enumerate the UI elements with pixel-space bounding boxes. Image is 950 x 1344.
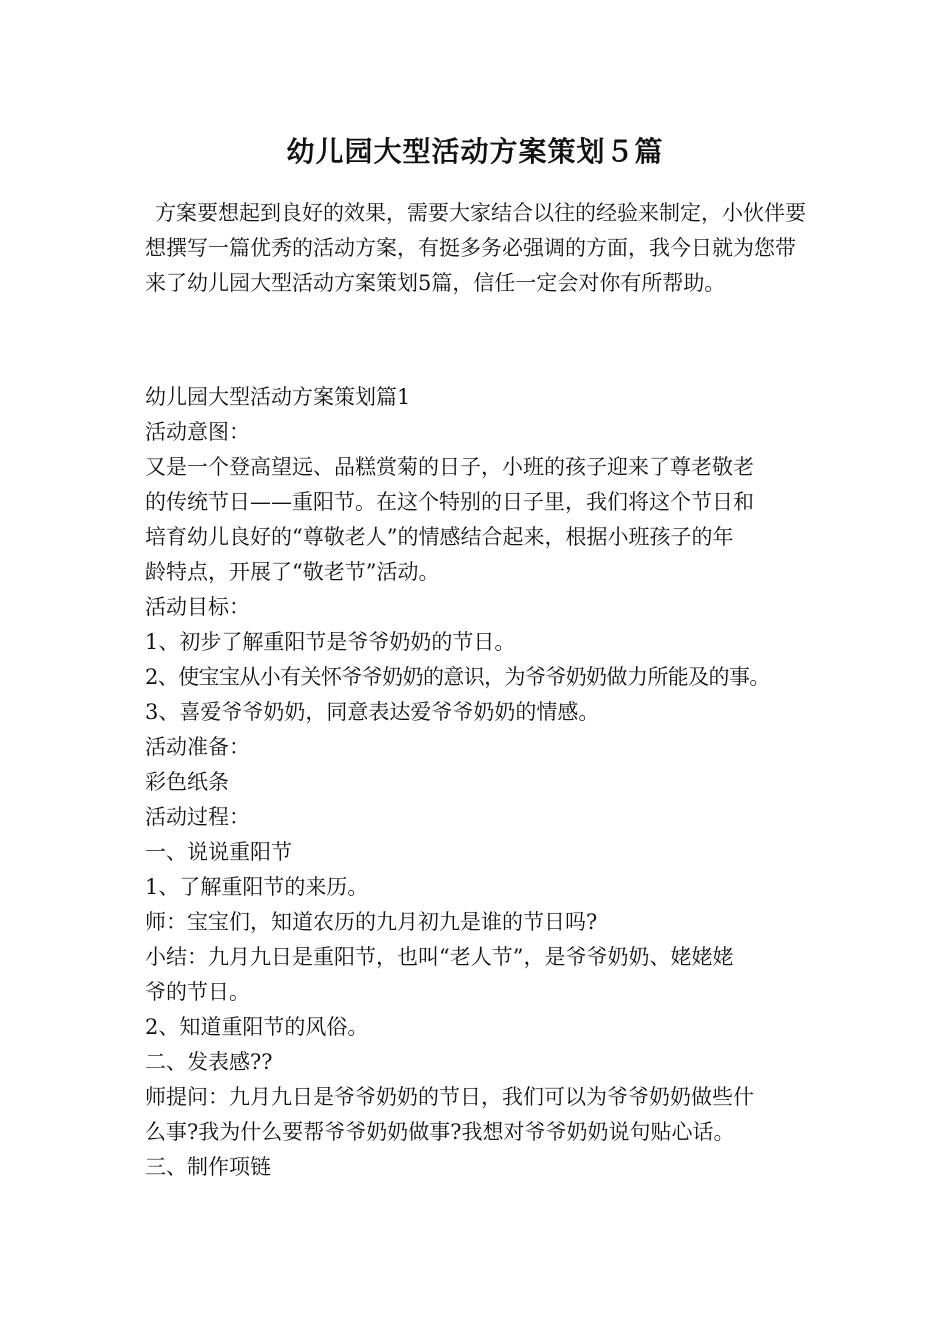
text-line: 师：宝宝们，知道农历的九月初九是谁的节日吗?: [145, 910, 598, 934]
section-heading: 幼儿园大型活动方案策划篇1: [145, 385, 411, 409]
list-item: 二、发表感??: [145, 1050, 273, 1074]
list-item: 1、初步了解重阳节是爷爷奶奶的节日。: [145, 630, 516, 654]
document-title: 幼儿园大型活动方案策划５篇: [286, 135, 664, 168]
text-line: 彩色纸条: [145, 770, 229, 794]
list-item: 2、知道重阳节的风俗。: [145, 1015, 369, 1039]
subheading-goals: 活动目标：: [145, 595, 250, 619]
list-item: 三、制作项链: [145, 1155, 271, 1179]
text-line: 师提问：九月九日是爷爷奶奶的节日，我们可以为爷爷奶奶做些什: [145, 1085, 754, 1109]
subheading-preparation: 活动准备：: [145, 735, 250, 759]
list-item: 3、喜爱爷爷奶奶，同意表达爱爷爷奶奶的情感。: [145, 700, 600, 724]
text-line: 么事?我为什么要帮爷爷奶奶做事?我想对爷爷奶奶说句贴心话。: [145, 1120, 735, 1144]
text-line: 小结：九月九日是重阳节，也叫“老人节”，是爷爷奶奶、姥姥姥: [145, 945, 734, 969]
body-text: [145, 380, 825, 1185]
intro-paragraph: 方案要想起到良好的效果，需要大家结合以往的经验来制定，小伙伴要想撰写一篇优秀的活动方案，有挺多务必强调的方面，我今日就为您带来了幼儿园大型活动方案策划5篇，信任一定会对你有所帮助。: [145, 201, 806, 295]
list-item: 一、说说重阳节: [145, 840, 292, 864]
subheading-process: 活动过程：: [145, 805, 250, 829]
text-line: 的传统节日——重阳节。在这个特别的日子里，我们将这个节日和: [145, 490, 754, 514]
list-item: 2、使宝宝从小有关怀爷爷奶奶的意识，为爷爷奶奶做力所能及的事。: [145, 665, 770, 689]
list-item: 1、了解重阳节的来历。: [145, 875, 369, 899]
text-line: 培育幼儿良好的“尊敬老人”的情感结合起来，根据小班孩子的年: [145, 525, 734, 549]
text-line: 爷的节日。: [145, 980, 250, 1004]
text-line: 龄特点，开展了“敬老节”活动。: [145, 560, 440, 584]
text-line: 又是一个登高望远、品糕赏菊的日子，小班的孩子迎来了尊老敬老: [145, 455, 754, 479]
subheading-intent: 活动意图：: [145, 420, 250, 444]
